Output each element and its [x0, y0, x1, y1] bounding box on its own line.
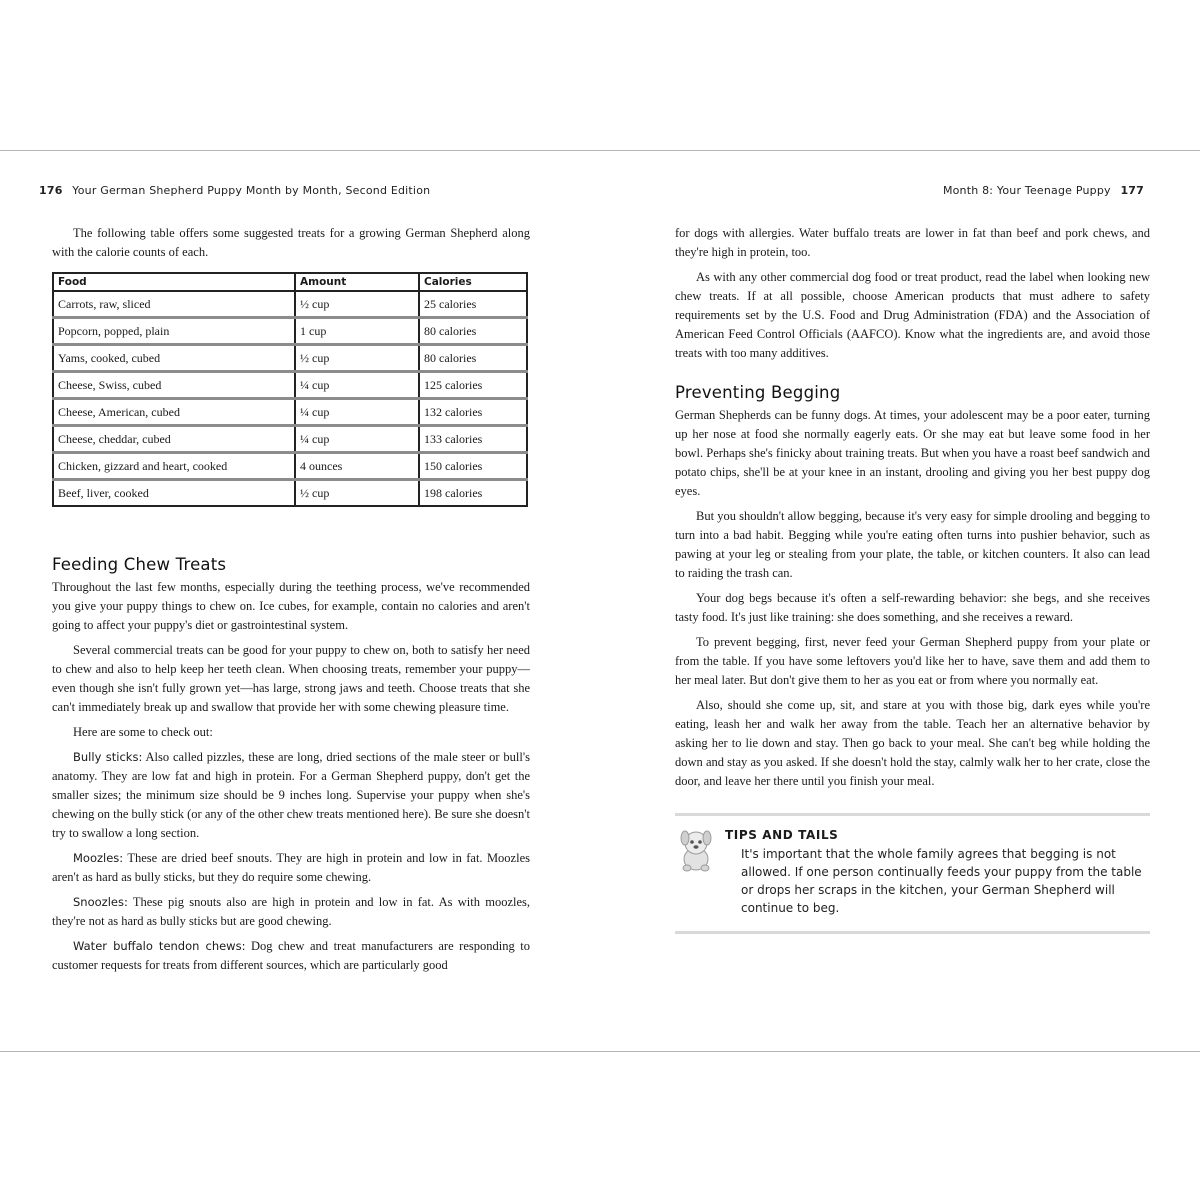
- treat-term: Snoozles:: [73, 895, 128, 909]
- header-amount: Amount: [295, 273, 419, 291]
- cell-calories: 133 calories: [419, 426, 527, 453]
- treat-item: [52, 893, 530, 931]
- tips-body: It's important that the whole family agrees that begging is not allowed. If one person continually feeds your puppy from the table or drops her scraps in the kitchen, your German Shepherd will continue to beg.: [741, 847, 1142, 915]
- cell-amount: ¼ cup: [295, 399, 419, 426]
- cell-food: Popcorn, popped, plain: [53, 318, 295, 345]
- table-row: [53, 291, 527, 318]
- treat-term: Bully sticks:: [73, 750, 143, 764]
- section-heading-chew-treats: Feeding Chew Treats: [52, 555, 227, 574]
- cell-amount: ½ cup: [295, 345, 419, 372]
- cell-calories: 80 calories: [419, 318, 527, 345]
- right-running-head: [943, 184, 1150, 197]
- cell-amount: ½ cup: [295, 291, 419, 318]
- cell-food: Cheese, Swiss, cubed: [53, 372, 295, 399]
- section-heading-begging: Preventing Begging: [675, 383, 841, 402]
- paragraph: As with any other commercial dog food or treat product, read the label when looking new chew treats. If at all possible, choose American products that must adhere to safety requirements set by the U.S. Food and Drug Administration (FDA) and the Association of American Feed Control Officials (AAFCO). Know what the ingredients are, and avoid those treats with too many additives.: [675, 270, 1150, 360]
- cell-calories: 125 calories: [419, 372, 527, 399]
- cell-food: Cheese, cheddar, cubed: [53, 426, 295, 453]
- cell-amount: ¼ cup: [295, 426, 419, 453]
- treat-text: These are dried beef snouts. They are high in protein and low in fat. Moozles aren't as hard as bully sticks, but they do require some chewing.: [52, 851, 530, 884]
- tips-title: TIPS AND TAILS: [725, 828, 839, 842]
- right-running-title: Month 8: Your Teenage Puppy: [942, 184, 1111, 197]
- book-spread: [0, 150, 1200, 1052]
- paragraph: for dogs with allergies. Water buffalo treats are lower in fat than beef and pork chews, and they're high in protein, too.: [675, 226, 1150, 259]
- left-page: [0, 151, 600, 1051]
- paragraph: To prevent begging, first, never feed your German Shepherd puppy from your plate or from the table. If you have some leftovers you'd like her to have, save them and add them to her meal later. But don't give them to her as you eat or from where you normally eat.: [675, 635, 1150, 687]
- cell-amount: ½ cup: [295, 480, 419, 507]
- treat-text: These pig snouts also are high in protein and low in fat. As with moozles, they're not as hard as bully sticks but are good chewing.: [52, 895, 530, 928]
- paragraph: German Shepherds can be funny dogs. At times, your adolescent may be a poor eater, turning up her nose at food she normally eagerly eats. Or she may eat but leave some food in her bowl. Perhaps she's finicky about training treats. But when you have a roast beef sandwich and potato chips, she'll be at your knee in an instant, drooling and giving you her best puppy dog eyes.: [675, 408, 1150, 498]
- cell-amount: ¼ cup: [295, 372, 419, 399]
- cell-amount: 4 ounces: [295, 453, 419, 480]
- cell-food: Beef, liver, cooked: [53, 480, 295, 507]
- table-intro: The following table offers some suggested treats for a growing German Shepherd along with the calorie counts of each.: [52, 226, 530, 259]
- cell-calories: 80 calories: [419, 345, 527, 372]
- header-food: Food: [53, 273, 295, 291]
- table-row: [53, 480, 527, 507]
- treat-item: [52, 937, 530, 975]
- treat-item: [52, 748, 530, 843]
- cell-amount: 1 cup: [295, 318, 419, 345]
- puppy-icon: [675, 826, 717, 874]
- right-page: [600, 151, 1200, 1051]
- paragraph: Your dog begs because it's often a self-rewarding behavior: she begs, and she receives tasty food. It's just like training: she does something, and she receives a reward.: [675, 591, 1150, 624]
- table-row: [53, 372, 527, 399]
- left-running-title: Your German Shepherd Puppy Month by Month, Second Edition: [72, 184, 431, 197]
- cell-food: Chicken, gizzard and heart, cooked: [53, 453, 295, 480]
- paragraph: But you shouldn't allow begging, because it's very easy for simple drooling and begging to turn into a bad habit. Begging while you're eating often turns into pushier behavior, such as pawing at your leg or stealing from your plate, the table, or kitchen counters. It also can lead to raiding the trash can.: [675, 509, 1150, 580]
- left-running-head: [33, 184, 430, 197]
- table-row: [53, 426, 527, 453]
- treat-item: [52, 849, 530, 887]
- table-header-row: [53, 273, 527, 291]
- cell-calories: 150 calories: [419, 453, 527, 480]
- table-row: [53, 399, 527, 426]
- paragraph: Here are some to check out:: [73, 725, 213, 739]
- paragraph: Also, should she come up, sit, and stare at you with those big, dark eyes while you're eating, leash her and walk her away from the table. Teach her an alternative behavior by asking her to lie down and stay. Then go back to your meal. She can't beg while holding the down and stay as you asked. If she doesn't hold the stay, calmly walk her to her crate, close the door, and leave her there until you finish your meal.: [675, 698, 1150, 788]
- cell-food: Carrots, raw, sliced: [53, 291, 295, 318]
- treat-text: Also called pizzles, these are long, dried sections of the male steer or bull's anatomy. They are low fat and high in protein. For a German Shepherd puppy, don't get the smaller sizes; the minimum size should be 9 inches long. Supervise your puppy when she's chewing on the bully stick (or any of the other chew treats mentioned here). Be sure she doesn't try to swallow a long section.: [52, 750, 530, 840]
- left-page-number: 176: [39, 184, 63, 197]
- treat-text: Dog chew and treat manufacturers are responding to customer requests for treats from different sources, which are particularly good: [52, 939, 530, 972]
- right-page-number: 177: [1120, 184, 1144, 197]
- table-row: [53, 453, 527, 480]
- paragraph: Several commercial treats can be good for your puppy to chew on, both to satisfy her need to chew and also to help keep her teeth clean. When choosing treats, remember your puppy—even though she isn't fully grown yet—has large, strong jaws and teeth. Choose treats that she can't immediately break up and swallow that provide her with some chewing pleasure time.: [52, 643, 530, 714]
- cell-calories: 132 calories: [419, 399, 527, 426]
- treat-term: Water buffalo tendon chews:: [73, 939, 246, 953]
- left-column: [52, 224, 530, 981]
- cell-food: Yams, cooked, cubed: [53, 345, 295, 372]
- treats-table-wrap: [52, 272, 530, 507]
- treat-term: Moozles:: [73, 851, 124, 865]
- right-column: [675, 224, 1150, 934]
- tips-box: [675, 813, 1150, 934]
- cell-calories: 198 calories: [424, 485, 483, 500]
- cell-calories: 25 calories: [419, 291, 527, 318]
- cell-food: Cheese, American, cubed: [53, 399, 295, 426]
- header-calories: Calories: [419, 273, 527, 291]
- table-row: [53, 345, 527, 372]
- treats-table: [52, 272, 528, 507]
- table-row: [53, 318, 527, 345]
- paragraph: Throughout the last few months, especially during the teething process, we've recommended you give your puppy things to chew on. Ice cubes, for example, contain no calories and aren't going to affect your puppy's diet or gastrointestinal system.: [52, 580, 530, 632]
